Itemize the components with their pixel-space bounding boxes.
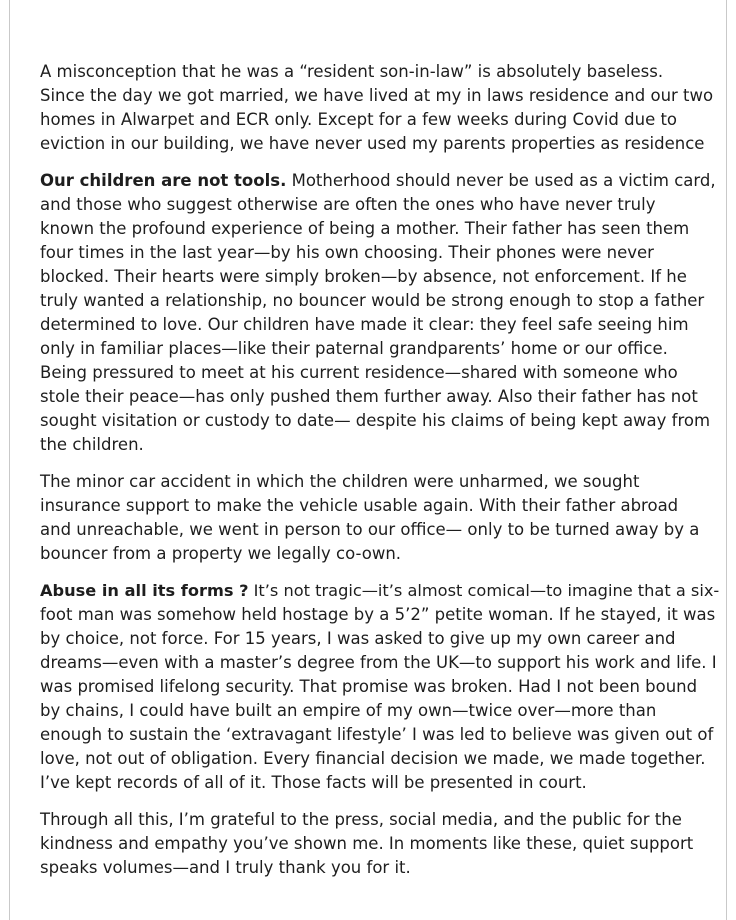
text-line: dreams—even with a master’s degree from the UK—to support his work and life. I: [40, 653, 717, 672]
statement-document: [40, 60, 720, 880]
text-line: Through all this, I’m grateful to the press, social media, and the public for the: [40, 810, 682, 829]
paragraph-gratitude: [40, 808, 720, 880]
text-line: enough to sustain the ‘extravagant lifestyle’ I was led to believe was given out of: [40, 725, 714, 744]
paragraph-lead-heading: Our children are not tools.: [40, 171, 287, 190]
text-line: by chains, I could have built an empire of my own—twice over—more than: [40, 701, 657, 720]
text-line: Since the day we got married, we have lived at my in laws residence and our two: [40, 86, 714, 105]
text-line: [40, 169, 720, 193]
text-line: and unreachable, we went in person to our office— only to be turned away by a: [40, 520, 700, 539]
text-line: was promised lifelong security. That promise was broken. Had I not been bound: [40, 677, 698, 696]
text-line: the children.: [40, 435, 144, 454]
paragraph-residence: [40, 60, 720, 156]
text-line: I’ve kept records of all of it. Those facts will be presented in court.: [40, 773, 587, 792]
text-line: insurance support to make the vehicle usable again. With their father abroad: [40, 496, 679, 515]
text-line: The minor car accident in which the children were unharmed, we sought: [40, 472, 640, 491]
text-line: stole their peace—has only pushed them further away. Also their father has not: [40, 387, 698, 406]
text-line: [40, 579, 720, 603]
text-line: Being pressured to meet at his current residence—shared with someone who: [40, 363, 678, 382]
text-line: foot man was somehow held hostage by a 5’2” petite woman. If he stayed, it was: [40, 605, 716, 624]
text-line: four times in the last year—by his own choosing. Their phones were never: [40, 243, 654, 262]
text-line: kindness and empathy you’ve shown me. In moments like these, quiet support: [40, 834, 694, 853]
text-segment: Motherhood should never be used as a victim card,: [286, 171, 716, 190]
text-line: bouncer from a property we legally co-own.: [40, 544, 402, 563]
text-line: blocked. Their hearts were simply broken—by absence, not enforcement. If he: [40, 267, 687, 286]
text-line: eviction in our building, we have never used my parents properties as residence: [40, 134, 705, 153]
paragraph-accident: [40, 470, 720, 566]
paragraph-lead-heading: Abuse in all its forms ?: [40, 581, 249, 600]
text-line: love, not out of obligation. Every financial decision we made, we made together.: [40, 749, 706, 768]
text-line: A misconception that he was a “resident son-in-law” is absolutely baseless.: [40, 62, 664, 81]
text-line: only in familiar places—like their paternal grandparents’ home or our office.: [40, 339, 668, 358]
text-line: and those who suggest otherwise are often the ones who have never truly: [40, 195, 656, 214]
text-segment: It’s not tragic—it’s almost comical—to imagine that a six-: [248, 581, 720, 600]
text-line: determined to love. Our children have made it clear: they feel safe seeing him: [40, 315, 689, 334]
page-edge-left: [9, 0, 10, 920]
text-line: truly wanted a relationship, no bouncer would be strong enough to stop a father: [40, 291, 705, 310]
page-edge-right: [726, 0, 727, 920]
text-line: homes in Alwarpet and ECR only. Except for a few weeks during Covid due to: [40, 110, 678, 129]
paragraph-children: [40, 169, 720, 457]
paragraph-abuse: [40, 579, 720, 795]
text-line: by choice, not force. For 15 years, I was asked to give up my own career and: [40, 629, 676, 648]
text-line: speaks volumes—and I truly thank you for it.: [40, 858, 411, 877]
text-line: sought visitation or custody to date— despite his claims of being kept away from: [40, 411, 711, 430]
text-line: known the profound experience of being a mother. Their father has seen them: [40, 219, 690, 238]
